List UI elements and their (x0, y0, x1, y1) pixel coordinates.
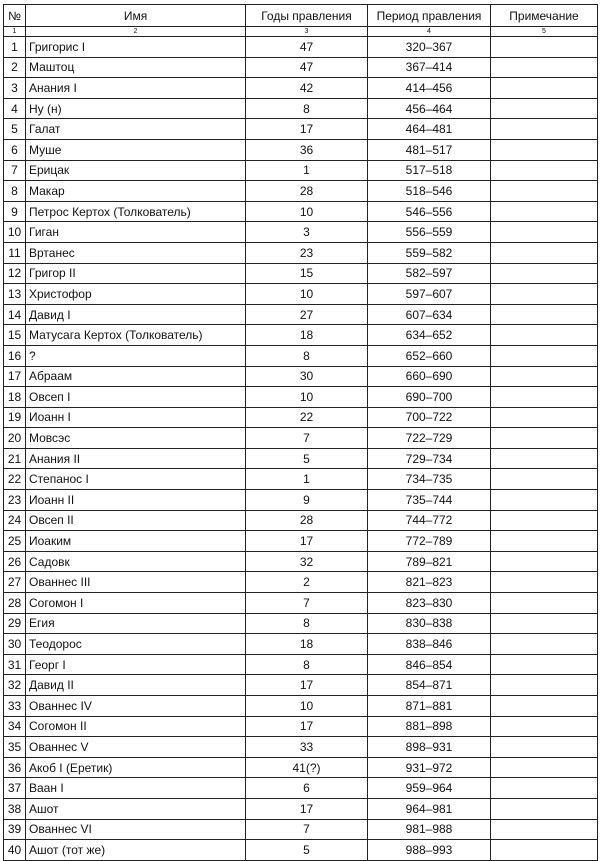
cell-note (491, 716, 598, 737)
cell-note (491, 448, 598, 469)
table-row (4, 510, 598, 531)
cell-num: 10 (4, 222, 26, 243)
table-row (4, 263, 598, 284)
cell-period: 582–597 (368, 263, 491, 284)
cell-name: Давид I (26, 304, 246, 325)
cell-num: 4 (4, 98, 26, 119)
table-row (4, 448, 598, 469)
cell-years: 10 (246, 201, 368, 222)
cell-years: 33 (246, 737, 368, 758)
cell-num: 7 (4, 160, 26, 181)
cell-note (491, 78, 598, 99)
cell-num: 30 (4, 634, 26, 655)
table-row (4, 78, 598, 99)
table-row (4, 840, 598, 861)
cell-years: 18 (246, 325, 368, 346)
column-number-5: 5 (491, 27, 598, 37)
cell-name: Овсеп I (26, 387, 246, 408)
cell-period: 729–734 (368, 448, 491, 469)
cell-years: 10 (246, 284, 368, 305)
cell-years: 10 (246, 387, 368, 408)
cell-name: Георг I (26, 654, 246, 675)
cell-years: 5 (246, 448, 368, 469)
cell-name: Согомон I (26, 593, 246, 614)
column-number-2: 2 (26, 27, 246, 37)
cell-years: 8 (246, 345, 368, 366)
cell-num: 36 (4, 757, 26, 778)
table-row (4, 490, 598, 511)
cell-num: 14 (4, 304, 26, 325)
cell-name: Петрос Кертох (Толкователь) (26, 201, 246, 222)
cell-note (491, 181, 598, 202)
cell-num: 16 (4, 345, 26, 366)
table-row (4, 366, 598, 387)
column-number-4: 4 (368, 27, 491, 37)
cell-note (491, 840, 598, 861)
cell-note (491, 98, 598, 119)
cell-name: Ваан I (26, 778, 246, 799)
cell-period: 481–517 (368, 139, 491, 160)
cell-note (491, 613, 598, 634)
cell-note (491, 593, 598, 614)
cell-note (491, 696, 598, 717)
table-row (4, 654, 598, 675)
cell-note (491, 242, 598, 263)
cell-note (491, 263, 598, 284)
cell-period: 518–546 (368, 181, 491, 202)
cell-num: 20 (4, 428, 26, 449)
cell-years: 17 (246, 798, 368, 819)
cell-name: Галат (26, 119, 246, 140)
cell-name: Согомон II (26, 716, 246, 737)
cell-period: 367–414 (368, 57, 491, 78)
cell-num: 1 (4, 37, 26, 58)
table-row (4, 242, 598, 263)
table-row (4, 57, 598, 78)
table-row (4, 201, 598, 222)
cell-note (491, 469, 598, 490)
cell-years: 7 (246, 428, 368, 449)
table-row (4, 98, 598, 119)
cell-period: 830–838 (368, 613, 491, 634)
cell-note (491, 675, 598, 696)
cell-years: 17 (246, 119, 368, 140)
cell-years: 8 (246, 654, 368, 675)
cell-note (491, 119, 598, 140)
cell-num: 17 (4, 366, 26, 387)
cell-years: 22 (246, 407, 368, 428)
cell-name: Ашот (тот же) (26, 840, 246, 861)
cell-num: 24 (4, 510, 26, 531)
cell-years: 3 (246, 222, 368, 243)
cell-years: 17 (246, 716, 368, 737)
cell-name: Ованнес III (26, 572, 246, 593)
cell-name: Григор II (26, 263, 246, 284)
table-row (4, 428, 598, 449)
cell-num: 40 (4, 840, 26, 861)
cell-years: 32 (246, 551, 368, 572)
cell-years: 30 (246, 366, 368, 387)
cell-num: 32 (4, 675, 26, 696)
cell-num: 8 (4, 181, 26, 202)
cell-name: Ерицак (26, 160, 246, 181)
header-name: Имя (26, 5, 246, 27)
table-row (4, 304, 598, 325)
header-num: № (4, 5, 26, 27)
cell-note (491, 572, 598, 593)
cell-name: Матусага Кертох (Толкователь) (26, 325, 246, 346)
cell-period: 846–854 (368, 654, 491, 675)
cell-name: Акоб I (Еретик) (26, 757, 246, 778)
table-row (4, 696, 598, 717)
table-row (4, 757, 598, 778)
table-row (4, 37, 598, 58)
cell-name: Давид II (26, 675, 246, 696)
cell-period: 821–823 (368, 572, 491, 593)
cell-period: 546–556 (368, 201, 491, 222)
cell-years: 1 (246, 469, 368, 490)
cell-name: Ованнес IV (26, 696, 246, 717)
cell-name: Теодорос (26, 634, 246, 655)
table-row (4, 572, 598, 593)
cell-num: 37 (4, 778, 26, 799)
cell-years: 17 (246, 531, 368, 552)
cell-num: 35 (4, 737, 26, 758)
cell-period: 320–367 (368, 37, 491, 58)
cell-name: Маштоц (26, 57, 246, 78)
cell-period: 772–789 (368, 531, 491, 552)
cell-years: 6 (246, 778, 368, 799)
cell-num: 3 (4, 78, 26, 99)
header-row (4, 5, 598, 27)
cell-name: Анания I (26, 78, 246, 99)
cell-num: 12 (4, 263, 26, 284)
header-period: Период правления (368, 5, 491, 27)
cell-num: 29 (4, 613, 26, 634)
cell-name: Анания II (26, 448, 246, 469)
cell-note (491, 366, 598, 387)
cell-name: Макар (26, 181, 246, 202)
cell-name: Степанос I (26, 469, 246, 490)
cell-years: 18 (246, 634, 368, 655)
cell-name: Овсеп II (26, 510, 246, 531)
cell-period: 931–972 (368, 757, 491, 778)
cell-name: Мовсэс (26, 428, 246, 449)
cell-note (491, 757, 598, 778)
cell-note (491, 510, 598, 531)
cell-note (491, 819, 598, 840)
cell-num: 15 (4, 325, 26, 346)
header-note: Примечание (491, 5, 598, 27)
cell-period: 414–456 (368, 78, 491, 99)
cell-num: 11 (4, 242, 26, 263)
cell-note (491, 531, 598, 552)
cell-note (491, 139, 598, 160)
cell-note (491, 654, 598, 675)
cell-note (491, 387, 598, 408)
table-row (4, 798, 598, 819)
cell-years: 10 (246, 696, 368, 717)
cell-note (491, 37, 598, 58)
cell-name: Ну (н) (26, 98, 246, 119)
cell-years: 27 (246, 304, 368, 325)
cell-num: 6 (4, 139, 26, 160)
table-row (4, 551, 598, 572)
cell-note (491, 798, 598, 819)
cell-period: 597–607 (368, 284, 491, 305)
column-number-row (4, 27, 598, 37)
cell-num: 28 (4, 593, 26, 614)
cell-num: 23 (4, 490, 26, 511)
table-row (4, 778, 598, 799)
cell-name: Гиган (26, 222, 246, 243)
cell-years: 28 (246, 510, 368, 531)
cell-period: 517–518 (368, 160, 491, 181)
cell-name: Иоанн I (26, 407, 246, 428)
table-row (4, 387, 598, 408)
table-row (4, 345, 598, 366)
cell-name: Вртанес (26, 242, 246, 263)
cell-years: 7 (246, 593, 368, 614)
cell-num: 21 (4, 448, 26, 469)
cell-note (491, 778, 598, 799)
cell-period: 456–464 (368, 98, 491, 119)
cell-years: 28 (246, 181, 368, 202)
cell-period: 959–964 (368, 778, 491, 799)
cell-num: 9 (4, 201, 26, 222)
cell-note (491, 222, 598, 243)
cell-years: 41(?) (246, 757, 368, 778)
cell-name: Садовк (26, 551, 246, 572)
cell-period: 690–700 (368, 387, 491, 408)
table-row (4, 139, 598, 160)
table-row (4, 222, 598, 243)
table-row (4, 469, 598, 490)
cell-num: 26 (4, 551, 26, 572)
table-row (4, 634, 598, 655)
cell-period: 607–634 (368, 304, 491, 325)
cell-period: 744–772 (368, 510, 491, 531)
cell-note (491, 407, 598, 428)
cell-num: 25 (4, 531, 26, 552)
cell-period: 871–881 (368, 696, 491, 717)
cell-num: 31 (4, 654, 26, 675)
table-row (4, 716, 598, 737)
cell-num: 38 (4, 798, 26, 819)
cell-note (491, 345, 598, 366)
cell-num: 27 (4, 572, 26, 593)
cell-note (491, 57, 598, 78)
cell-years: 8 (246, 98, 368, 119)
cell-period: 854–871 (368, 675, 491, 696)
cell-note (491, 551, 598, 572)
table-row (4, 181, 598, 202)
cell-note (491, 490, 598, 511)
cell-period: 988–993 (368, 840, 491, 861)
cell-years: 17 (246, 675, 368, 696)
cell-period: 898–931 (368, 737, 491, 758)
table-row (4, 119, 598, 140)
column-number-3: 3 (246, 27, 368, 37)
cell-period: 735–744 (368, 490, 491, 511)
cell-num: 22 (4, 469, 26, 490)
rulers-table-sheet (3, 4, 597, 861)
table-row (4, 819, 598, 840)
cell-period: 964–981 (368, 798, 491, 819)
cell-years: 2 (246, 572, 368, 593)
cell-period: 556–559 (368, 222, 491, 243)
table-row (4, 593, 598, 614)
cell-period: 789–821 (368, 551, 491, 572)
table-row (4, 531, 598, 552)
cell-years: 47 (246, 57, 368, 78)
table-header (4, 5, 598, 27)
table-row (4, 325, 598, 346)
cell-note (491, 284, 598, 305)
cell-note (491, 634, 598, 655)
cell-years: 1 (246, 160, 368, 181)
cell-num: 13 (4, 284, 26, 305)
cell-period: 981–988 (368, 819, 491, 840)
cell-period: 734–735 (368, 469, 491, 490)
cell-num: 5 (4, 119, 26, 140)
cell-name: Ашот (26, 798, 246, 819)
cell-years: 9 (246, 490, 368, 511)
cell-years: 15 (246, 263, 368, 284)
cell-period: 722–729 (368, 428, 491, 449)
table-body (4, 27, 598, 861)
cell-name: Ованнес V (26, 737, 246, 758)
cell-years: 23 (246, 242, 368, 263)
header-years: Годы правления (246, 5, 368, 27)
cell-name: ? (26, 345, 246, 366)
cell-num: 19 (4, 407, 26, 428)
cell-name: Григорис I (26, 37, 246, 58)
cell-years: 36 (246, 139, 368, 160)
cell-num: 33 (4, 696, 26, 717)
cell-period: 464–481 (368, 119, 491, 140)
cell-period: 660–690 (368, 366, 491, 387)
table-row (4, 407, 598, 428)
table-row (4, 160, 598, 181)
cell-years: 47 (246, 37, 368, 58)
cell-note (491, 737, 598, 758)
table-row (4, 613, 598, 634)
cell-name: Христофор (26, 284, 246, 305)
cell-name: Егия (26, 613, 246, 634)
cell-note (491, 201, 598, 222)
cell-years: 7 (246, 819, 368, 840)
cell-note (491, 325, 598, 346)
cell-num: 34 (4, 716, 26, 737)
cell-years: 5 (246, 840, 368, 861)
cell-note (491, 160, 598, 181)
cell-years: 42 (246, 78, 368, 99)
cell-period: 634–652 (368, 325, 491, 346)
cell-period: 652–660 (368, 345, 491, 366)
cell-period: 559–582 (368, 242, 491, 263)
cell-name: Абраам (26, 366, 246, 387)
cell-period: 838–846 (368, 634, 491, 655)
cell-num: 18 (4, 387, 26, 408)
cell-name: Ованнес VI (26, 819, 246, 840)
rulers-table (3, 4, 598, 861)
cell-period: 881–898 (368, 716, 491, 737)
cell-years: 8 (246, 613, 368, 634)
cell-num: 2 (4, 57, 26, 78)
table-row (4, 675, 598, 696)
table-row (4, 284, 598, 305)
cell-name: Иоанн II (26, 490, 246, 511)
cell-num: 39 (4, 819, 26, 840)
cell-period: 700–722 (368, 407, 491, 428)
cell-note (491, 428, 598, 449)
cell-note (491, 304, 598, 325)
cell-period: 823–830 (368, 593, 491, 614)
column-number-1: 1 (4, 27, 26, 37)
table-row (4, 737, 598, 758)
cell-name: Муше (26, 139, 246, 160)
cell-name: Иоаким (26, 531, 246, 552)
